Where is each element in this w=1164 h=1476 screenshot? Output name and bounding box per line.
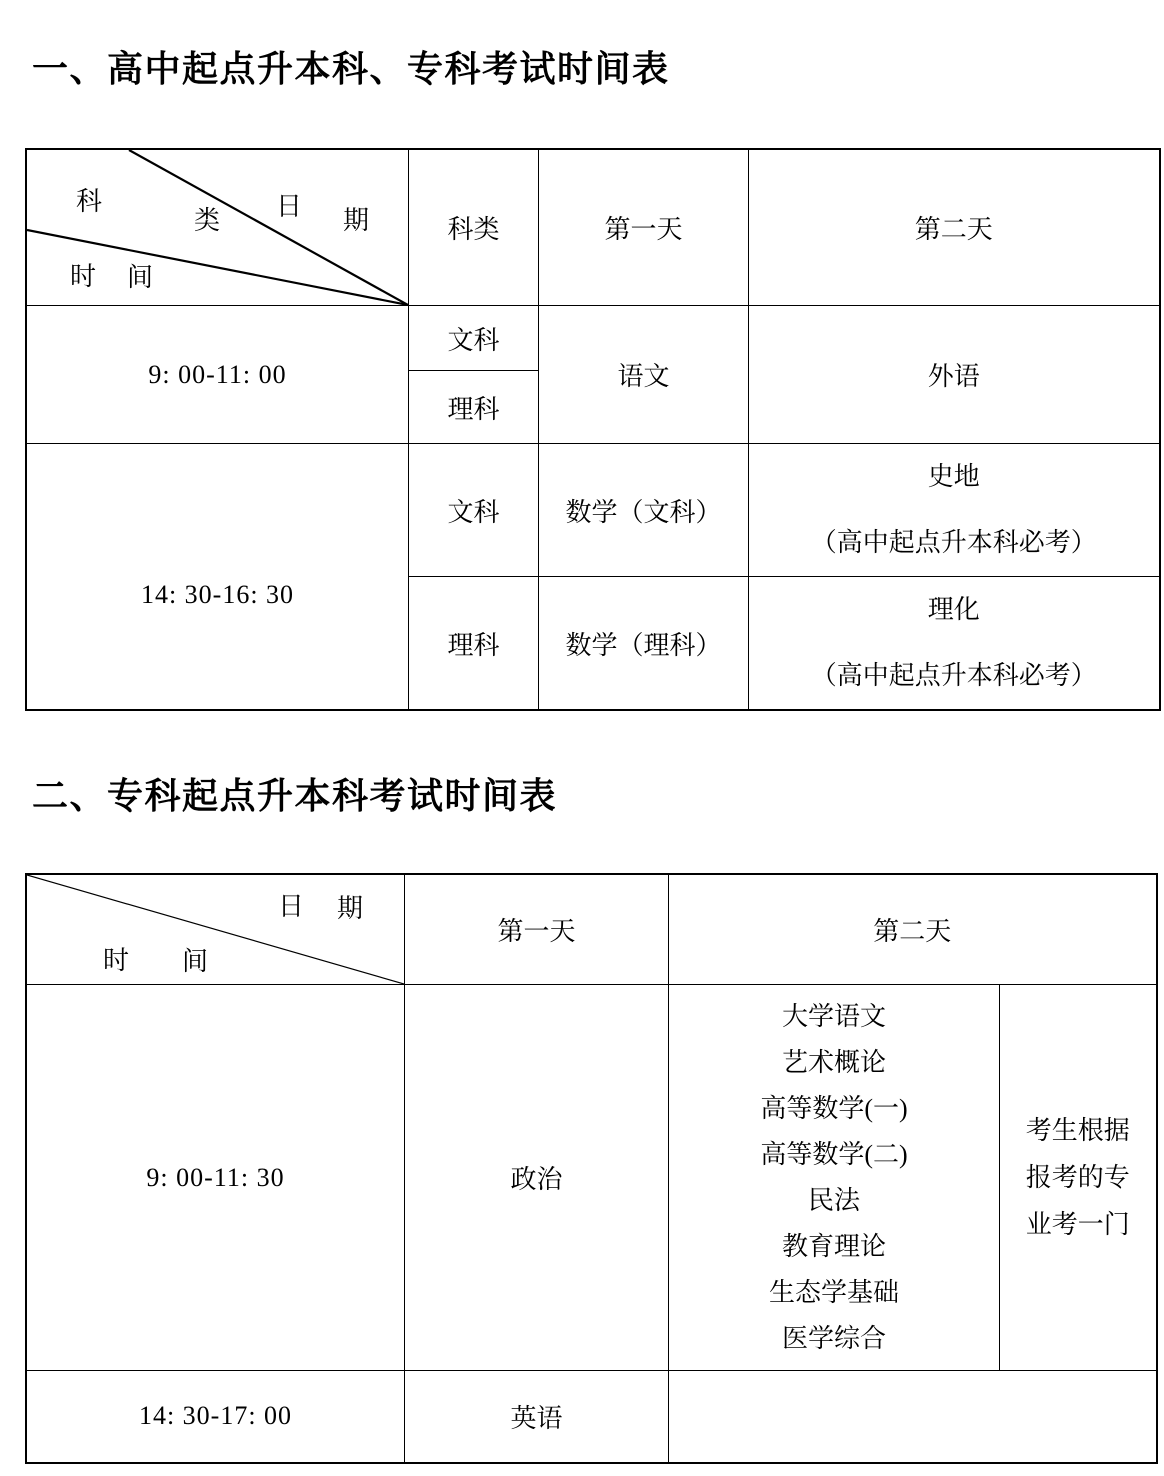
note-line: 报考的专: [1025, 1163, 1130, 1192]
table1-morning-arts: 文科: [409, 306, 539, 371]
table1-afternoon-science-day1: 数学（理科）: [539, 577, 749, 711]
history-geography-cell: [749, 444, 1159, 576]
subject-item: 高等数学(二): [760, 1139, 908, 1169]
table2-morning-day1-subject: 政治: [405, 985, 669, 1371]
corner-label-category-char2: 类: [194, 206, 221, 235]
diagonal-line-graphic: [27, 875, 404, 984]
note-line: 考生根据: [1025, 1116, 1130, 1145]
subject-item: 教育理论: [781, 1231, 886, 1261]
corner-label-date-char2: 期: [343, 206, 370, 235]
table2-corner-diagonal: [27, 875, 404, 984]
table2-header-day1: 第一天: [405, 874, 669, 985]
section1-title: 一、高中起点升本科、专科考试时间表: [32, 48, 670, 89]
table1-afternoon-arts-day1: 数学（文科）: [539, 444, 749, 577]
college-upgrade-exam-timetable: [25, 873, 1158, 1464]
corner-label-time-char1: 时: [103, 946, 130, 975]
table1-afternoon-time: 14: 30-16: 30: [26, 444, 409, 711]
subject-note: （高中起点升本科必考）: [810, 661, 1097, 690]
section2-title: 二、专科起点升本科考试时间表: [32, 775, 558, 816]
note-line: 业考一门: [1025, 1210, 1130, 1239]
table2-morning-day2-subjects: [669, 985, 1000, 1371]
table1-afternoon-arts: 文科: [409, 444, 539, 577]
subject-title: 理化: [927, 595, 980, 624]
corner-label-date-char1: 日: [278, 892, 305, 921]
table1-header-day1: 第一天: [539, 149, 749, 306]
table1-morning-day1-subject: 语文: [539, 306, 749, 444]
table1-morning-time: 9: 00-11: 00: [26, 306, 409, 444]
table2-header-day2: 第二天: [669, 874, 1157, 985]
table2-morning-row: [26, 985, 1157, 1371]
table2-afternoon-row: [26, 1371, 1157, 1463]
exam-note: [1000, 1107, 1156, 1248]
table1-afternoon-science: 理科: [409, 577, 539, 711]
table1-afternoon-arts-row: [26, 444, 1160, 577]
table2-corner-cell: [26, 874, 405, 985]
hs-entry-exam-timetable: [25, 148, 1161, 711]
corner-label-time-char2: 间: [127, 263, 154, 292]
subject-item: 医学综合: [781, 1323, 886, 1353]
table1-afternoon-arts-day2: [749, 444, 1160, 577]
subject-note: （高中起点升本科必考）: [810, 528, 1097, 557]
corner-label-time-char2: 间: [182, 947, 209, 976]
corner-label-date-char2: 期: [337, 894, 364, 923]
subject-item: 民法: [807, 1185, 860, 1215]
subject-item: 高等数学(一): [760, 1093, 908, 1123]
table1-morning-science: 理科: [409, 371, 539, 444]
table1-afternoon-science-day2: [749, 577, 1160, 711]
physics-chemistry-cell: [749, 577, 1159, 709]
table1-header-day2: 第二天: [749, 149, 1160, 306]
subject-title: 史地: [927, 462, 980, 491]
table2-afternoon-day2-empty: [669, 1371, 1157, 1463]
table1-header-row: [26, 149, 1160, 306]
table1-corner-cell: [26, 149, 409, 306]
table2-afternoon-day1-subject: 英语: [405, 1371, 669, 1463]
table2-morning-note: [1000, 985, 1157, 1371]
subject-item: 艺术概论: [781, 1047, 886, 1077]
corner-label-date-char1: 日: [276, 192, 303, 221]
table2-afternoon-time: 14: 30-17: 00: [26, 1371, 405, 1463]
elective-subject-list: [669, 994, 999, 1362]
subject-item: 生态学基础: [768, 1277, 899, 1307]
table1-morning-day2-subject: 外语: [749, 306, 1160, 444]
table1-morning-arts-row: [26, 306, 1160, 371]
table2-header-row: [26, 874, 1157, 985]
table1-corner-diagonals: [27, 150, 408, 305]
corner-label-category-char1: 科: [76, 187, 103, 216]
table2-morning-time: 9: 00-11: 30: [26, 985, 405, 1371]
subject-item: 大学语文: [781, 1001, 886, 1031]
table1-header-category: 科类: [409, 149, 539, 306]
corner-label-time-char1: 时: [70, 262, 97, 291]
